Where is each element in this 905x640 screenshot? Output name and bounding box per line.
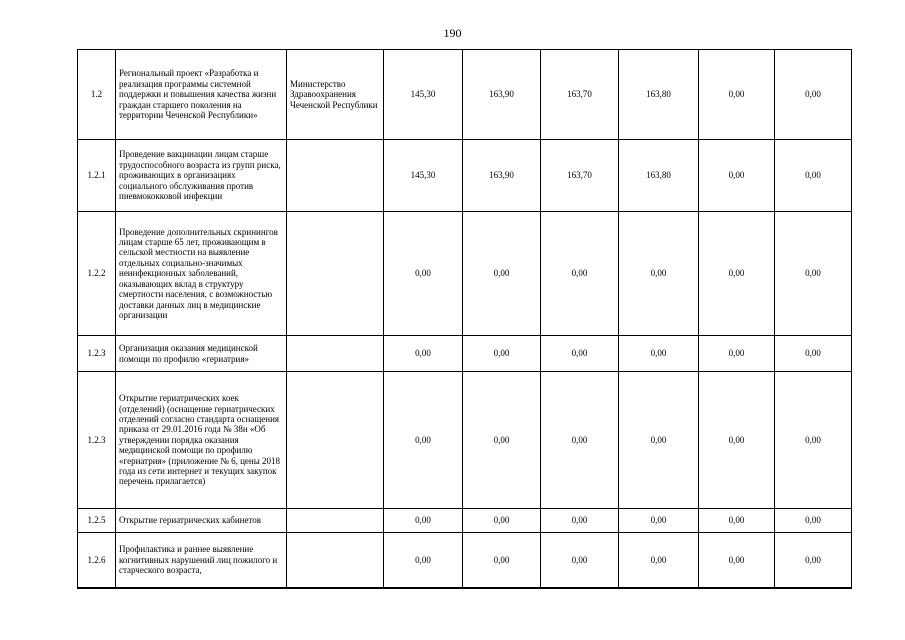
- funding-value: 163,70: [541, 50, 619, 140]
- funding-value: 0,00: [699, 509, 775, 533]
- funding-value: 0,00: [463, 509, 541, 533]
- funding-value: 0,00: [619, 533, 699, 588]
- page-number: 190: [443, 26, 462, 40]
- row-number: 1.2.6: [78, 533, 116, 588]
- funding-value: 163,90: [463, 140, 541, 212]
- row-number: 1.2.2: [78, 212, 116, 336]
- executor: [287, 336, 384, 372]
- row-number: 1.2.3: [78, 336, 116, 372]
- table-row: [78, 533, 852, 588]
- activity-name: Организация оказания медицинской помощи по профилю «гериатрия»: [116, 336, 287, 372]
- funding-value: 0,00: [619, 509, 699, 533]
- activity-name: Профилактика и раннее выявление когнитивных нарушений лиц пожилого и старческого возраста,: [116, 533, 287, 588]
- funding-value: 0,00: [541, 372, 619, 509]
- table-row: [78, 50, 852, 140]
- funding-value: 0,00: [463, 212, 541, 336]
- funding-value: 0,00: [541, 336, 619, 372]
- executor: [287, 509, 384, 533]
- funding-value: 0,00: [775, 336, 852, 372]
- funding-value: 163,70: [541, 140, 619, 212]
- table-row: [78, 336, 852, 372]
- table-row: [78, 372, 852, 509]
- executor: [287, 212, 384, 336]
- funding-value: 0,00: [463, 533, 541, 588]
- funding-value: 0,00: [619, 336, 699, 372]
- funding-value: 0,00: [384, 212, 463, 336]
- row-number: 1.2: [78, 50, 116, 140]
- executor: [287, 372, 384, 509]
- table-row: [78, 212, 852, 336]
- funding-value: 0,00: [619, 372, 699, 509]
- budget-table: [77, 49, 852, 589]
- funding-value: 0,00: [384, 372, 463, 509]
- funding-value: 0,00: [699, 50, 775, 140]
- funding-value: 0,00: [699, 336, 775, 372]
- table-row: [78, 140, 852, 212]
- executor: Министерство Здравоохранения Чеченской Республики: [287, 50, 384, 140]
- executor: [287, 533, 384, 588]
- funding-value: 0,00: [541, 212, 619, 336]
- funding-value: 0,00: [775, 50, 852, 140]
- funding-value: 145,30: [384, 50, 463, 140]
- funding-value: 163,80: [619, 140, 699, 212]
- activity-name: Региональный проект «Разработка и реализация программы системной поддержки и повышения качества жизни граждан старшего поколения на территории Чеченской Республики»: [116, 50, 287, 140]
- funding-value: 0,00: [384, 533, 463, 588]
- funding-value: 163,90: [463, 50, 541, 140]
- activity-name: Открытие гериатрических кабинетов: [116, 509, 287, 533]
- funding-value: 0,00: [463, 336, 541, 372]
- funding-value: 0,00: [384, 509, 463, 533]
- funding-value: 0,00: [699, 372, 775, 509]
- row-number: 1.2.1: [78, 140, 116, 212]
- funding-value: 0,00: [541, 509, 619, 533]
- funding-value: 0,00: [619, 212, 699, 336]
- funding-value: 0,00: [699, 212, 775, 336]
- funding-value: 0,00: [463, 372, 541, 509]
- funding-value: 0,00: [699, 533, 775, 588]
- activity-name: Проведение дополнительных скринингов лицам старше 65 лет, проживающим в сельской местности на выявление отдельных социально-значимых неинфекционных заболеваний, оказывающих вклад в структуру смертности населения, с возможностью доставки данных лиц в медицинские организации: [116, 212, 287, 336]
- funding-value: 145,30: [384, 140, 463, 212]
- row-number: 1.2.5: [78, 509, 116, 533]
- table-row: [78, 509, 852, 533]
- funding-value: 163,80: [619, 50, 699, 140]
- funding-value: 0,00: [775, 140, 852, 212]
- activity-name: Проведение вакцинации лицам старше трудоспособного возраста из групп риска, проживающих в организациях социального обслуживания против пневмококковой инфекции: [116, 140, 287, 212]
- row-number: 1.2.3: [78, 372, 116, 509]
- funding-value: 0,00: [775, 372, 852, 509]
- funding-value: 0,00: [775, 533, 852, 588]
- activity-name: Открытие гериатрических коек (отделений) (оснащение гериатрических отделений согласно стандарта оснащения приказа от 29.01.2016 года № 38н «Об утверждении порядка оказания медицинской помощи по профилю «гериатрия» (приложение № 6, цены 2018 года из сети интернет и текущих закупок перечень прилагается): [116, 372, 287, 509]
- funding-value: 0,00: [541, 533, 619, 588]
- funding-value: 0,00: [775, 212, 852, 336]
- funding-value: 0,00: [775, 509, 852, 533]
- funding-value: 0,00: [699, 140, 775, 212]
- funding-value: 0,00: [384, 336, 463, 372]
- executor: [287, 140, 384, 212]
